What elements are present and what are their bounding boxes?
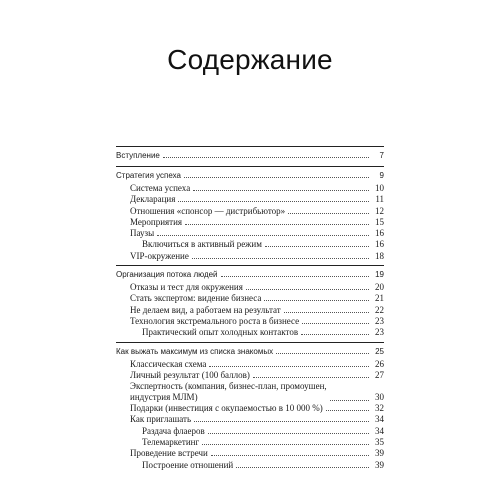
toc-chapter-entry[interactable] (116, 149, 384, 163)
leader-dots (288, 212, 369, 214)
leader-dots (276, 352, 369, 354)
toc-entry-label: Паузы (130, 228, 155, 239)
toc-chapter-label: Стратегия успеха (116, 171, 182, 180)
leader-dots (301, 333, 369, 335)
toc-section-entry[interactable] (116, 414, 384, 425)
leader-dots (246, 288, 369, 290)
toc-section-entry[interactable] (116, 403, 384, 414)
toc-page-number: 15 (375, 216, 384, 227)
toc-page-number: 12 (375, 205, 384, 216)
toc-section-entry[interactable] (116, 316, 384, 327)
toc-section-entry[interactable] (116, 448, 384, 459)
toc-entry-label: Отношения «спонсор — дистрибьютор» (130, 205, 286, 216)
toc-section-entry[interactable] (116, 194, 384, 205)
leader-dots (178, 200, 369, 202)
toc-section-entry[interactable] (116, 293, 384, 304)
leader-dots (264, 299, 369, 301)
toc-entry-label: Стать экспертом: видение бизнеса (130, 293, 262, 304)
toc-subsection-entry[interactable] (116, 426, 384, 437)
page-title: Содержание (167, 44, 333, 75)
leader-dots (208, 432, 369, 434)
toc-entry-label: Технология экстремального роста в бизнесе (130, 315, 300, 326)
toc-entry-label: Проведение встречи (130, 448, 208, 459)
toc-page-number: 23 (375, 327, 384, 338)
toc-entry-label: Отказы и тест для окружения (130, 282, 243, 293)
toc-entry-label: Не делаем вид, а работаем на результат (130, 304, 281, 315)
toc-entry-label: Система успеха (130, 183, 191, 193)
toc-entry-label: Как приглашать (130, 414, 192, 425)
toc-page-number: 20 (375, 282, 384, 293)
toc-page-number: 7 (379, 151, 384, 160)
leader-dots (193, 189, 369, 191)
leader-dots (302, 322, 369, 324)
toc-page-number: 32 (375, 403, 384, 414)
toc-page-number: 25 (375, 346, 384, 356)
toc-entry-label: Практический опыт холодных контактов (142, 327, 299, 338)
toc-page-number: 9 (379, 171, 384, 180)
leader-dots (265, 245, 369, 247)
toc-page-number: 10 (375, 183, 384, 193)
leader-dots (284, 311, 369, 313)
toc-subsection-entry[interactable] (116, 460, 384, 471)
leader-dots (330, 399, 369, 401)
leader-dots (211, 454, 369, 456)
toc-entry-label: Телемаркетинг (142, 437, 200, 448)
toc-entry-label: Раздача флаеров (142, 425, 205, 436)
toc-page-number: 35 (375, 437, 384, 448)
toc-entry-label: VIP-окружение (130, 250, 189, 261)
toc-entry-label: Подарки (инвестиция с окупаемостью в 10 000 %) (130, 403, 323, 414)
toc-entry-label: Личный результат (100 баллов) (130, 369, 250, 380)
leader-dots (202, 443, 369, 445)
toc-chapter-label: Как выжать максимум из списка знакомых (116, 346, 274, 356)
toc-section-entry[interactable] (116, 282, 384, 293)
toc-page-number: 19 (375, 270, 384, 280)
toc-section-entry[interactable] (116, 183, 384, 194)
toc-page-number: 27 (375, 369, 384, 380)
toc-entry-label: Построение отношений (142, 459, 234, 470)
leader-dots (163, 156, 369, 158)
toc-chapter-entry[interactable] (116, 268, 384, 282)
toc-chapter-label: Вступление (116, 151, 160, 160)
toc-section (116, 166, 384, 262)
leader-dots (236, 466, 369, 468)
toc-subsection-entry[interactable] (116, 437, 384, 448)
toc-section (116, 265, 384, 338)
toc-page-number: 16 (375, 239, 384, 250)
toc-page-number: 18 (375, 250, 384, 261)
toc-subsection-entry[interactable] (116, 239, 384, 250)
leader-dots (184, 176, 369, 178)
leader-dots (253, 376, 369, 378)
toc-entry-label: Декларация (130, 194, 176, 205)
toc-chapter-label: Организация потока людей (116, 270, 218, 280)
toc-entry-label: Экспертность (компания, бизнес-план, промоушен, индустрия МЛМ) (130, 381, 327, 403)
leader-dots (185, 223, 369, 225)
toc-page-number: 39 (375, 448, 384, 459)
leader-dots (326, 409, 369, 411)
leader-dots (209, 365, 369, 367)
toc-page-number: 21 (375, 293, 384, 304)
toc-section-entry[interactable] (116, 251, 384, 262)
toc-page-number: 16 (375, 228, 384, 239)
toc-entry-label: Классическая схема (130, 358, 207, 369)
toc-page-number: 39 (375, 459, 384, 470)
toc-page-number: 34 (375, 425, 384, 436)
toc-page-number: 26 (375, 358, 384, 369)
table-of-contents (116, 146, 384, 474)
toc-chapter-entry[interactable] (116, 345, 384, 359)
toc-section-entry[interactable] (116, 305, 384, 316)
toc-entry-label: Мероприятия (130, 216, 183, 227)
toc-subsection-entry[interactable] (116, 327, 384, 338)
toc-section-entry[interactable] (116, 381, 384, 403)
toc-section (116, 342, 384, 471)
toc-section-entry[interactable] (116, 228, 384, 239)
toc-chapter-entry[interactable] (116, 169, 384, 183)
toc-section (116, 146, 384, 163)
toc-page-number: 11 (375, 194, 384, 205)
toc-page-number: 30 (375, 391, 384, 402)
toc-section-entry[interactable] (116, 206, 384, 217)
leader-dots (157, 234, 369, 236)
toc-page-number: 23 (375, 315, 384, 326)
leader-dots (221, 275, 369, 277)
toc-entry-label: Включиться в активный режим (142, 239, 262, 250)
toc-section-entry[interactable] (116, 217, 384, 228)
toc-section-entry[interactable] (116, 359, 384, 370)
toc-section-entry[interactable] (116, 370, 384, 381)
leader-dots (194, 420, 369, 422)
leader-dots (192, 257, 369, 259)
toc-page-number: 22 (375, 304, 384, 315)
toc-page-number: 34 (375, 414, 384, 425)
